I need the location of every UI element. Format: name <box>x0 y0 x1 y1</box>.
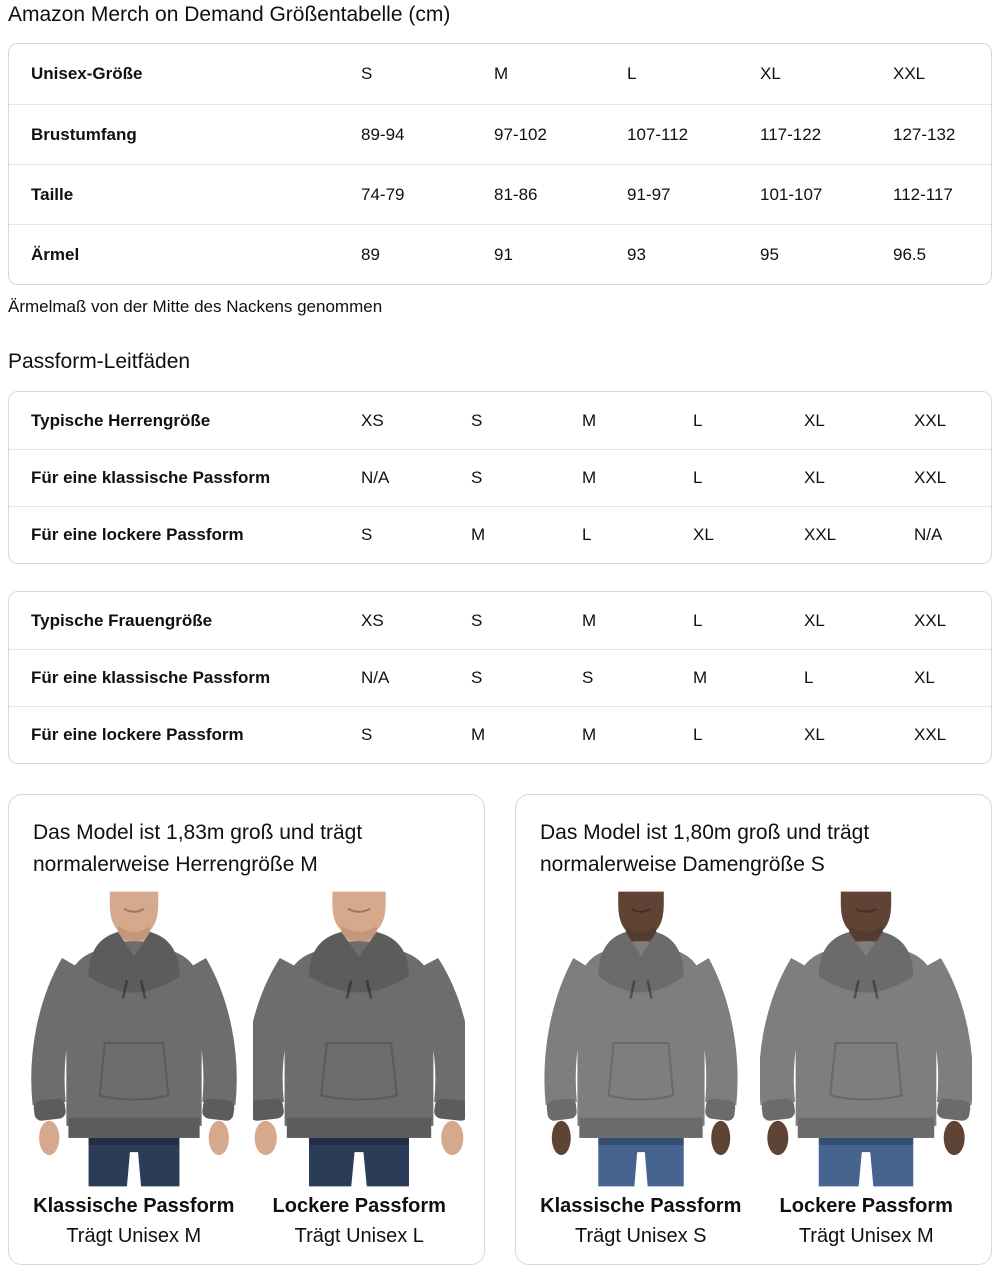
size-cell: XXL <box>906 449 991 506</box>
size-cell: 117-122 <box>752 104 885 164</box>
table-row <box>9 592 991 649</box>
table-row <box>9 104 991 164</box>
model-card-men <box>8 794 485 1265</box>
table-row <box>9 449 991 506</box>
table-row <box>9 164 991 224</box>
table-row <box>9 506 991 563</box>
size-cell: 74-79 <box>353 164 486 224</box>
sleeve-measure-note: Ärmelmaß von der Mitte des Nackens genommen <box>8 297 383 316</box>
size-cell: XS <box>361 410 384 430</box>
row-label: Für eine lockere Passform <box>9 706 353 763</box>
size-cell: L <box>685 449 796 506</box>
size-cell: 96.5 <box>885 224 991 284</box>
size-cell: S <box>471 610 483 630</box>
fit-label: Klassische Passform <box>540 1195 742 1217</box>
model-description: Das Model ist 1,80m groß und trägt normalerweise Damengröße S <box>540 821 870 876</box>
size-cell: 93 <box>619 224 752 284</box>
size-cell: 127-132 <box>885 104 991 164</box>
size-cell: 107-112 <box>619 104 752 164</box>
model-description: Das Model ist 1,83m groß und trägt normalerweise Herrengröße M <box>33 821 363 876</box>
model-card-women <box>515 794 992 1265</box>
size-caption: Trägt Unisex L <box>294 1225 424 1247</box>
size-cell: XL <box>796 449 906 506</box>
male-model-classic-fit-image <box>28 891 240 1187</box>
size-cell: XXL <box>893 64 926 83</box>
size-cell: XL <box>804 410 825 430</box>
size-cell: 91 <box>486 224 619 284</box>
size-cell: 97-102 <box>486 104 619 164</box>
row-label: Brustumfang <box>9 104 353 164</box>
size-cell: S <box>353 506 463 563</box>
size-cell: S <box>463 449 574 506</box>
size-cell: XL <box>804 610 825 630</box>
size-cell: M <box>582 610 597 630</box>
row-label: Taille <box>9 164 353 224</box>
size-cell: 91-97 <box>619 164 752 224</box>
size-cell: 89 <box>353 224 486 284</box>
size-cell: 81-86 <box>486 164 619 224</box>
size-cell: XL <box>796 706 906 763</box>
table-row <box>9 706 991 763</box>
size-cell: 112-117 <box>885 164 991 224</box>
row-label: Unisex-Größe <box>31 64 143 83</box>
size-cell: M <box>494 64 509 83</box>
model-figure-loose <box>251 891 469 1248</box>
row-label: Für eine klassische Passform <box>9 449 353 506</box>
model-cards <box>8 794 992 1265</box>
table-row <box>9 44 991 104</box>
female-model-classic-fit-image <box>535 891 747 1187</box>
model-figure-classic <box>25 891 243 1248</box>
size-cell: M <box>463 706 574 763</box>
row-label: Typische Herrengröße <box>31 410 211 430</box>
unisex-size-table <box>8 43 992 285</box>
size-cell: M <box>574 706 685 763</box>
fit-label: Klassische Passform <box>33 1195 235 1217</box>
size-cell: S <box>471 410 483 430</box>
row-label: Typische Frauengröße <box>31 610 213 630</box>
size-cell: XXL <box>914 610 947 630</box>
size-cell: S <box>353 706 463 763</box>
size-cell: L <box>796 649 906 706</box>
size-cell: XL <box>760 64 781 83</box>
size-cell: M <box>463 506 574 563</box>
size-cell: 101-107 <box>752 164 885 224</box>
size-cell: S <box>574 649 685 706</box>
size-caption: Trägt Unisex M <box>798 1225 934 1247</box>
size-cell: XS <box>361 610 384 630</box>
size-cell: M <box>574 449 685 506</box>
size-cell: N/A <box>353 449 463 506</box>
size-cell: XL <box>685 506 796 563</box>
size-cell: XL <box>906 649 991 706</box>
size-cell: L <box>685 706 796 763</box>
size-cell: L <box>693 610 703 630</box>
size-cell: L <box>693 410 703 430</box>
size-caption: Trägt Unisex M <box>66 1225 202 1247</box>
size-cell: XXL <box>914 410 947 430</box>
row-label: Für eine klassische Passform <box>9 649 353 706</box>
model-figure-loose <box>758 891 976 1248</box>
page-title: Amazon Merch on Demand Größentabelle (cm) <box>8 3 451 26</box>
womens-fit-table <box>8 591 992 764</box>
fit-guides-heading: Passform-Leitfäden <box>8 350 191 373</box>
size-cell: L <box>574 506 685 563</box>
row-label: Für eine lockere Passform <box>9 506 353 563</box>
size-cell: XXL <box>796 506 906 563</box>
size-cell: N/A <box>906 506 991 563</box>
row-label: Ärmel <box>9 224 353 284</box>
size-cell: L <box>627 64 637 83</box>
mens-fit-table <box>8 391 992 564</box>
table-row <box>9 224 991 284</box>
fit-label: Lockere Passform <box>272 1195 446 1217</box>
female-model-loose-fit-image <box>760 891 972 1187</box>
size-cell: S <box>463 649 574 706</box>
size-cell: XXL <box>906 706 991 763</box>
size-cell: S <box>361 64 373 83</box>
size-cell: 89-94 <box>353 104 486 164</box>
size-cell: M <box>685 649 796 706</box>
size-cell: M <box>582 410 597 430</box>
model-figures <box>25 891 468 1248</box>
fit-label: Lockere Passform <box>779 1195 953 1217</box>
table-row <box>9 392 991 449</box>
male-model-loose-fit-image <box>253 891 465 1187</box>
size-cell: N/A <box>353 649 463 706</box>
model-figures <box>532 891 975 1248</box>
size-caption: Trägt Unisex S <box>574 1225 707 1247</box>
table-row <box>9 649 991 706</box>
model-figure-classic <box>532 891 750 1248</box>
size-cell: 95 <box>752 224 885 284</box>
